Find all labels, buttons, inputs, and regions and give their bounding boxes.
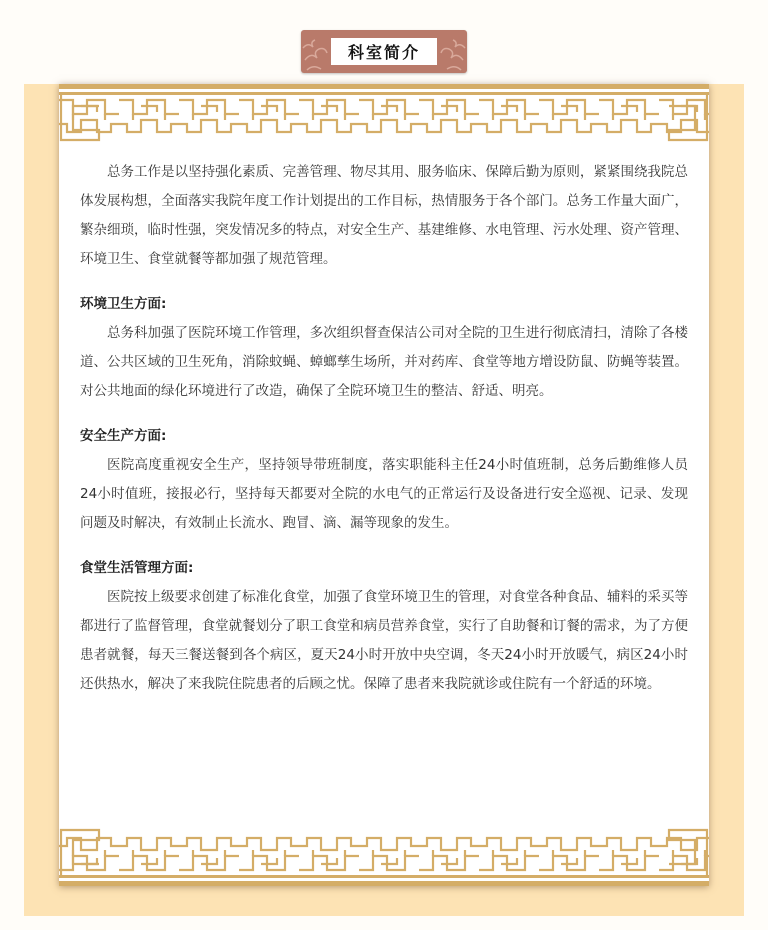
section-body-safety: 医院高度重视安全生产，坚持领导带班制度，落实职能科主任24小时值班制，总务后勤维修人员24小时值班，接报必行，坚持每天都要对全院的水电气的正常运行及设备进行安全巡视、记录、发现问题及时解决，有效制止长流水、跑冒、滴、漏等现象的发生。: [80, 457, 688, 531]
lattice-border-bottom: [59, 828, 709, 886]
article-body: [80, 158, 688, 699]
section-heading-environment: 环境卫生方面:: [80, 296, 167, 312]
section-heading-canteen: 食堂生活管理方面:: [80, 560, 194, 576]
title-plaque: [301, 30, 467, 73]
section-heading-safety: 安全生产方面:: [80, 428, 167, 444]
section-title: 科室简介: [331, 38, 437, 65]
section-body-environment: 总务科加强了医院环境工作管理，多次组织督查保洁公司对全院的卫生进行彻底清扫，清除了各楼道、公共区域的卫生死角，消除蚊蝇、蟑螂孳生场所，并对药库、食堂等地方增设防鼠、防蝇等装置。对公共地面的绿化环境进行了改造，确保了全院环境卫生的整洁、舒适、明亮。: [80, 325, 688, 399]
cloud-pattern-left: [301, 30, 331, 73]
lattice-border-top: [59, 84, 709, 142]
intro-paragraph: 总务工作是以坚持强化素质、完善管理、物尽其用、服务临床、保障后勤为原则，紧紧围绕我院总体发展构想，全面落实我院年度工作计划提出的工作目标，热情服务于各个部门。总务工作量大面广，繁杂细琐，临时性强，突发情况多的特点，对安全生产、基建维修、水电管理、污水处理、资产管理、环境卫生、食堂就餐等都加强了规范管理。: [80, 164, 688, 267]
cloud-pattern-right: [437, 30, 467, 73]
content-card: [59, 84, 709, 886]
section-body-canteen: 医院按上级要求创建了标准化食堂，加强了食堂环境卫生的管理，对食堂各种食品、辅料的采买等都进行了监督管理，食堂就餐划分了职工食堂和病员营养食堂，实行了自助餐和订餐的需求，为了方便患者就餐，每天三餐送餐到各个病区，夏天24小时开放中央空调，冬天24小时开放暖气，病区24小时还供热水，解决了来我院住院患者的后顾之忧。保障了患者来我院就诊或住院有一个舒适的环境。: [80, 589, 688, 692]
